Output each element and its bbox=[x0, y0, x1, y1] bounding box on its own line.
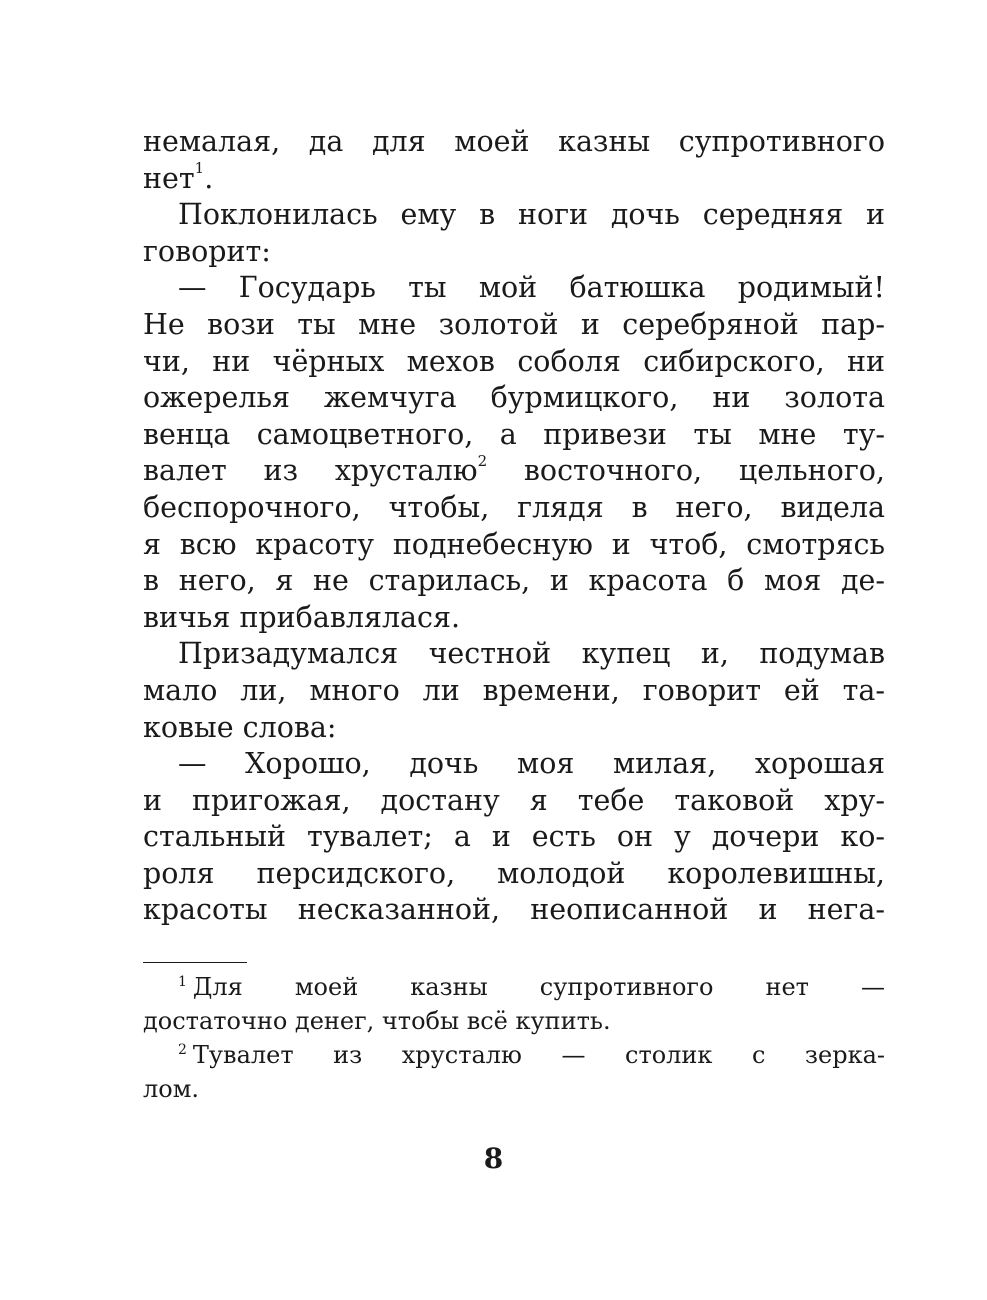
text-line bbox=[143, 600, 885, 637]
text-line bbox=[143, 746, 885, 783]
line-text: — Государь ты мой батюшка родимый! bbox=[178, 271, 885, 305]
text-line bbox=[143, 636, 885, 673]
text-line bbox=[143, 417, 885, 454]
footnote-line bbox=[143, 970, 885, 1004]
text-line bbox=[143, 527, 885, 564]
text-line bbox=[143, 892, 885, 929]
line-text: я всю красоту поднебесную и чтоб, смотрясь bbox=[143, 527, 885, 561]
footnote-line bbox=[143, 1072, 885, 1106]
line-text: чи, ни чёрных мехов соболя сибирского, ни bbox=[143, 344, 885, 378]
line-text: ковые слова: bbox=[143, 710, 337, 744]
text-line bbox=[143, 380, 885, 417]
text-line bbox=[143, 856, 885, 893]
page-number: 8 bbox=[483, 1142, 504, 1175]
line-text: и пригожая, достану я тебе таковой хру- bbox=[143, 783, 885, 817]
text-line bbox=[143, 490, 885, 527]
line-text: ожерелья жемчуга бурмицкого, ни золота bbox=[143, 381, 885, 415]
text-line bbox=[143, 197, 885, 234]
text-line bbox=[143, 710, 885, 747]
line-text: мало ли, много ли времени, говорит ей та- bbox=[143, 673, 885, 707]
line-text-continued: восточного, цельного, bbox=[487, 454, 885, 488]
footnote-number: 2 bbox=[178, 1042, 187, 1058]
text-line bbox=[143, 673, 885, 710]
text-line bbox=[143, 783, 885, 820]
text-line bbox=[143, 344, 885, 381]
line-text: немалая, да для моей казны супротивного bbox=[143, 125, 885, 158]
text-line bbox=[143, 307, 885, 344]
line-text: Призадумался честной купец и, подумав bbox=[178, 637, 885, 671]
text-line bbox=[143, 819, 885, 856]
footnote-text: Для моей казны супротивного нет — bbox=[192, 973, 885, 1001]
body-text bbox=[143, 124, 885, 929]
line-text: роля персидского, молодой королевишны, bbox=[143, 856, 885, 890]
line-text: венца самоцветного, а привези ты мне ту- bbox=[143, 417, 885, 451]
text-line bbox=[143, 270, 885, 307]
footnote-reference: 1 bbox=[194, 159, 205, 178]
line-text: валет из хрусталю bbox=[143, 454, 478, 488]
text-line bbox=[143, 453, 885, 490]
line-text: Поклонилась ему в ноги дочь середняя и bbox=[178, 198, 885, 232]
footnote-line bbox=[143, 1038, 885, 1072]
text-line bbox=[143, 161, 885, 198]
footnote-text: Тувалет из хрусталю — столик с зерка- bbox=[192, 1041, 885, 1069]
footnote-text: достаточно денег, чтобы всё купить. bbox=[143, 1007, 611, 1035]
line-text-continued: . bbox=[204, 161, 214, 195]
footnote-line bbox=[143, 1004, 885, 1038]
line-text: говорит: bbox=[143, 234, 271, 268]
line-text: Не вози ты мне золотой и серебряной пар- bbox=[143, 307, 885, 341]
line-text: красоты несказанной, неописанной и нега- bbox=[143, 893, 885, 927]
line-text: — Хорошо, дочь моя милая, хорошая bbox=[178, 747, 885, 781]
footnote-divider bbox=[143, 962, 247, 963]
line-text: в него, я не старилась, и красота б моя де- bbox=[143, 564, 885, 598]
footnote-reference: 2 bbox=[477, 451, 488, 470]
footnote-text: лом. bbox=[143, 1075, 199, 1103]
line-text: беспорочного, чтобы, глядя в него, видела bbox=[143, 490, 885, 524]
line-text: вичья прибавлялася. bbox=[143, 600, 461, 634]
text-line bbox=[143, 234, 885, 271]
footnote-number: 1 bbox=[178, 974, 187, 990]
footnotes bbox=[143, 970, 885, 1106]
text-line bbox=[143, 563, 885, 600]
line-text: стальный тувалет; а и есть он у дочери ко- bbox=[143, 820, 885, 854]
line-text: нет bbox=[143, 161, 195, 195]
text-line bbox=[143, 124, 885, 161]
